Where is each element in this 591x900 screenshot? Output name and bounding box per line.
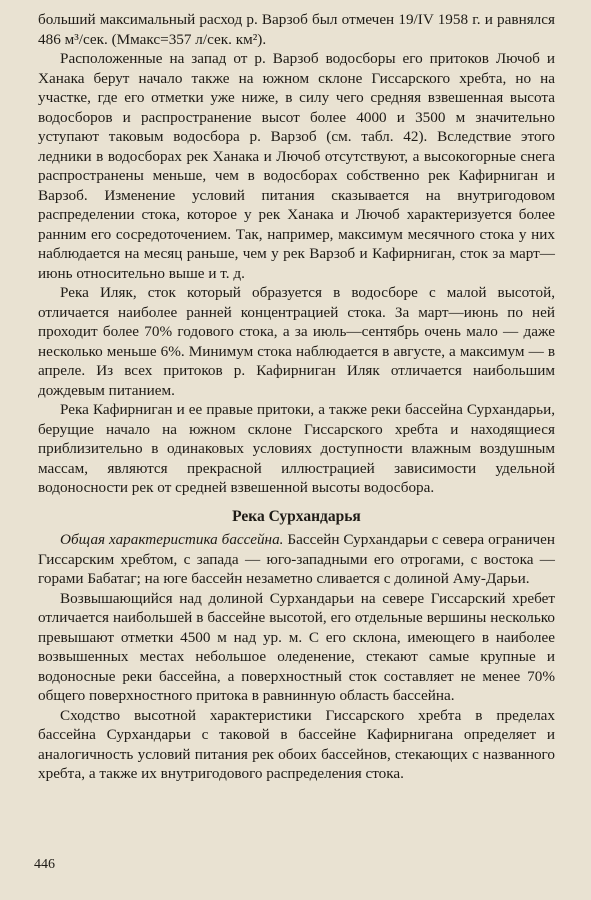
paragraph-tributaries-luchob-khanaka: Расположенные на запад от р. Варзоб водосборы его притоков Лючоб и Ханака берут начало также на южном склоне Гиссарского хребта, но на участке, где его отметки уже ниже, в силу чего средняя взвешенная высота водосборов и распространение высот более 4000 и 3500 м значительно уступают таковым водосбора р. Варзоб (см. табл. 42). Вследствие этого ледники в водосборах рек Ханака и Лючоб отсутствуют, а высокогорные снега распространены меньше, чем в водосборах собственно рек Кафирниган и Варзоб. Изменение условий питания сказывается на внутригодовом распределении стока, которое у рек Ханака и Лючоб характеризуется более ранним его сосредоточением. Так, например, максимум месячного стока у них наблюдается на месяц раньше, чем у рек Варзоб и Кафирниган, сток за март—июнь относительно выше и т. д. <box>38 50 555 282</box>
section-heading-surkhandarya: Река Сурхандарья <box>232 507 361 525</box>
page-number: 446 <box>34 857 55 872</box>
paragraph-basin-characteristics <box>38 530 555 589</box>
paragraph-similarity: Сходство высотной характеристики Гиссарского хребта в пределах бассейна Сурхандарьи с таковой в бассейне Кафирнигана определяет и аналогичность условий питания рек обоих бассейнов, стекающих с названного хребта, а также их внутригодового распределения стока. <box>38 706 555 782</box>
italic-lead-phrase: Общая характеристика бассейна. <box>60 531 284 548</box>
paragraph-continued: больший максимальный расход р. Варзоб был отмечен 19/IV 1958 г. и равнялся 486 м³/сек. (Mмакс=357 л/сек. км²). <box>38 11 555 48</box>
basin-description-text: Бассейн Сурхандарьи с севера ограничен Гиссарским хребтом, с запада — юго-западными его отрогами, с востока — горами Бабатаг; на юге бассейн незаметно сливается с долиной Аму-Дарьи. <box>38 531 555 587</box>
paragraph-ilyak-river: Река Иляк, сток который образуется в водосборе с малой высотой, отличается наиболее ранней концентрацией стока. За март—июнь по ней проходит более 70% годового стока, а за июль—сентябрь очень мало — даже несколько меньше 6%. Минимум стока наблюдается в августе, а максимум — в апреле. Из всех притоков р. Кафирниган Иляк отличается наибольшим дождевым питанием. <box>38 284 555 399</box>
paragraph-kafirnigan-illustration: Река Кафирниган и ее правые притоки, а также реки бассейна Сурхандарьи, берущие начало на южном склоне Гиссарского хребта и находящиеся приблизительно в одинаковых условиях доступности влажным воздушным массам, являются прекрасной иллюстрацией зависимости удельной водоносности рек от средней взвешенной высоты водосбора. <box>38 401 555 496</box>
paragraph-gissar-ridge: Возвышающийся над долиной Сурхандарьи на севере Гиссарский хребет отличается наибольшей в бассейне высотой, его отдельные вершины несколько превышают отметки 4500 м над ур. м. С его склона, имеющего в наиболее возвышенных местах небольшое оледенение, стекают самые крупные и водоносные реки бассейна, а поверхностный сток составляет не менее 70% общего поверхностного притока в равнинную область бассейна. <box>38 589 555 704</box>
